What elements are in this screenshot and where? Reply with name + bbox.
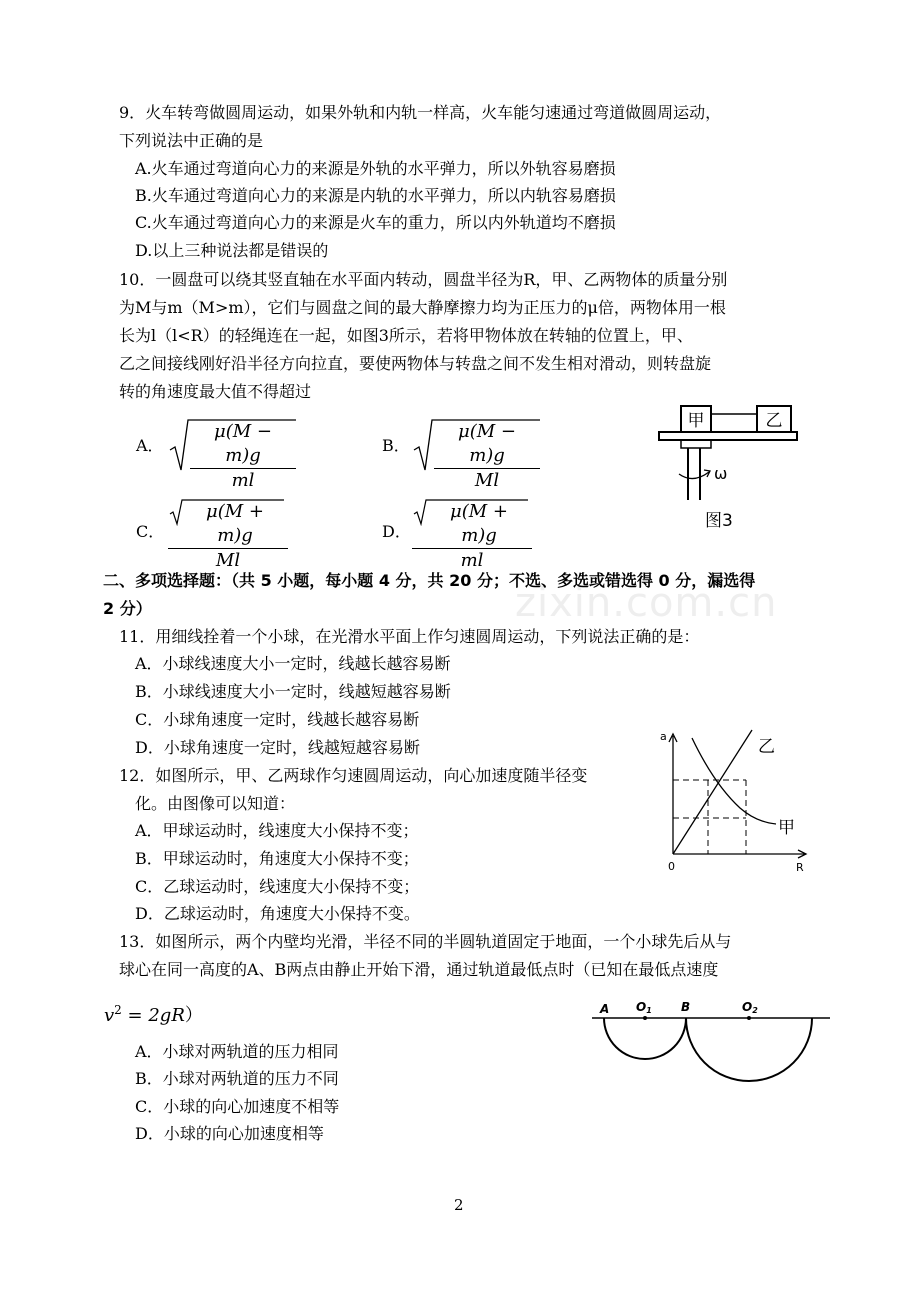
line-yi (673, 730, 752, 854)
q9-stem-line2: 下列说法中正确的是 (119, 131, 264, 150)
q13-formula-v: v (104, 1005, 115, 1026)
rotation-arrow (679, 472, 709, 479)
section-2-header-line1: 二、多项选择题：（共 5 小题，每小题 4 分，共 20 分；不选、多选或错选得 0 分，漏选得 (103, 571, 756, 590)
q13-formula-close: ） (184, 1005, 203, 1026)
q13-option-c: C．小球的向心加速度不相等 (135, 1097, 340, 1116)
q13-stem-line2: 球心在同一高度的A、B两点由静止开始下滑，通过轨道最低点时（已知在最低点速度 (119, 960, 719, 979)
q10-option-b-denominator: Ml (434, 468, 540, 493)
q13-formula (104, 998, 203, 1028)
q13-figure (590, 992, 840, 1092)
q10-stem-line1: 10．一圆盘可以绕其竖直轴在水平面内转动，圆盘半径为R，甲、乙两物体的质量分别 (119, 270, 728, 289)
q10-stem-line4: 乙之间接线刚好沿半径方向拉直，要使两物体与转盘之间不发生相对滑动，则转盘旋 (119, 354, 712, 373)
section-2-header-line2: 2 分） (103, 599, 152, 618)
q10-option-b-label: B． (382, 436, 410, 455)
axle-hub (681, 440, 711, 448)
center-o2-label: O2 (742, 1000, 758, 1015)
center-o1-dot (643, 1016, 647, 1020)
q12-option-b: B．甲球运动时，角速度大小保持不变； (135, 849, 419, 868)
yi-label: 乙 (765, 411, 783, 431)
point-b-label: B (681, 1000, 691, 1014)
q12-stem-line2: 化。由图像可以知道： (135, 794, 296, 813)
watermark: zixin.com.cn (515, 580, 778, 626)
q9-stem-line1: 9．火车转弯做圆周运动，如果外轨和内轨一样高，火车能匀速通过弯道做圆周运动， (119, 103, 722, 122)
disk (659, 432, 797, 440)
x-axis-label: R (796, 861, 804, 874)
q12-option-a: A．甲球运动时，线速度大小保持不变； (135, 821, 419, 840)
curve-jia-label: 甲 (778, 818, 795, 838)
q10-option-a-numerator: μ(M − m)g (214, 421, 272, 466)
q13-option-a: A．小球对两轨道的压力相同 (135, 1042, 339, 1061)
q10-stem-line5: 转的角速度最大值不得超过 (119, 382, 312, 401)
small-semicircle-track (604, 1018, 686, 1059)
q10-option-d-label: D． (382, 522, 411, 541)
q10-option-d-denominator: ml (412, 548, 532, 573)
point-a-label: A (600, 1002, 610, 1016)
q9-option-c: C.火车通过弯道向心力的来源是火车的重力，所以内外轨道均不磨损 (135, 213, 616, 232)
q10-stem-line2: 为M与m（M>m），它们与圆盘之间的最大静摩擦力均为正压力的μ倍，两物体用一根 (119, 298, 726, 317)
q13-formula-exp: 2 (114, 1003, 122, 1017)
q13-option-d: D．小球的向心加速度相等 (135, 1124, 324, 1143)
q11-option-a: A．小球线速度大小一定时，线越长越容易断 (135, 654, 451, 673)
q10-option-c-denominator: Ml (168, 548, 288, 573)
omega-label: ω (714, 464, 728, 483)
q10-option-c-numerator: μ(M + m)g (206, 501, 264, 546)
q11-option-c: C．小球角速度一定时，线越长越容易断 (135, 710, 420, 729)
q9-option-d: D.以上三种说法都是错误的 (135, 241, 329, 260)
line-yi-label: 乙 (758, 737, 775, 757)
q10-option-b-numerator: μ(M − m)g (458, 421, 516, 466)
q12-option-c: C．乙球运动时，线速度大小保持不变； (135, 877, 420, 896)
q12-graph (656, 726, 816, 876)
q11-option-d: D．小球角速度一定时，线越短越容易断 (135, 738, 420, 757)
q9-option-b: B.火车通过弯道向心力的来源是内轨的水平弹力，所以内轨容易磨损 (135, 186, 616, 205)
q10-stem-line3: 长为l（l<R）的轻绳连在一起，如图3所示，若将甲物体放在转轴的位置上，甲、 (119, 326, 693, 345)
q13-formula-rhs: = 2gR (121, 1005, 185, 1026)
q10-option-a-denominator: ml (190, 468, 296, 493)
q12-stem-line1: 12．如图所示，甲、乙两球作匀速圆周运动，向心加速度随半径变 (119, 766, 588, 785)
center-o2-dot (747, 1016, 751, 1020)
q13-stem-line1: 13．如图所示，两个内壁均光滑，半径不同的半圆轨道固定于地面，一个小球先后从与 (119, 932, 732, 951)
q11-option-b: B．小球线速度大小一定时，线越短越容易断 (135, 682, 451, 701)
jia-label: 甲 (687, 411, 705, 431)
q10-option-c-label: C． (136, 522, 165, 541)
q9-option-a: A.火车通过弯道向心力的来源是外轨的水平弹力，所以外轨容易磨损 (135, 159, 616, 178)
center-o1-label: O1 (636, 1000, 652, 1015)
q12-option-d: D．乙球运动时，角速度大小保持不变。 (135, 904, 420, 923)
q10-option-d-numerator: μ(M + m)g (450, 501, 508, 546)
large-semicircle-track (686, 1018, 812, 1081)
q13-option-b: B．小球对两轨道的压力不同 (135, 1069, 339, 1088)
q11-stem: 11．用细线拴着一个小球，在光滑水平面上作匀速圆周运动，下列说法正确的是： (119, 627, 700, 646)
figure-3-caption: 图3 (705, 511, 733, 531)
page-number: 2 (454, 1196, 464, 1214)
origin-label: 0 (668, 860, 675, 873)
y-axis-label: a (660, 730, 667, 743)
q10-figure-3 (655, 400, 805, 535)
q10-option-a-label: A． (136, 436, 164, 455)
